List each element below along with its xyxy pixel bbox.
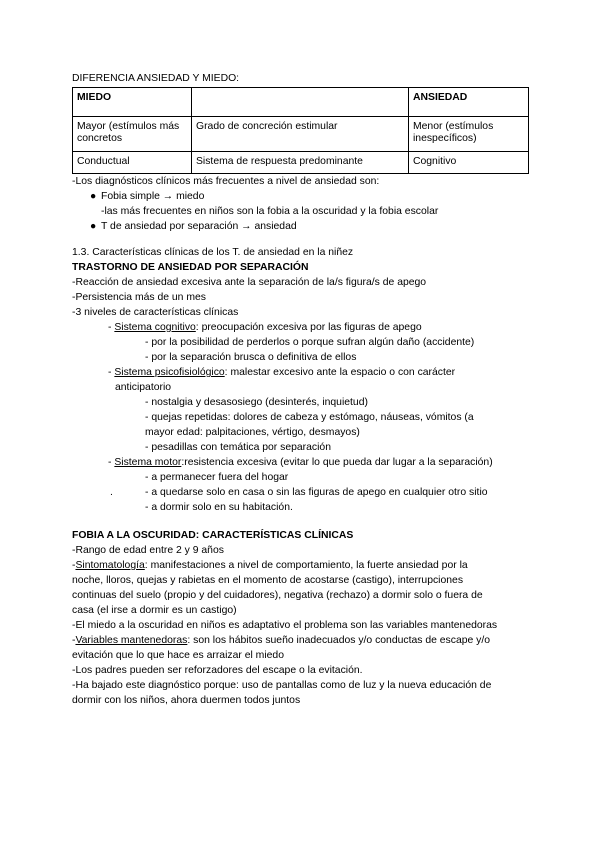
text-line (72, 485, 532, 500)
text-line: evitación que lo que hace es arraizar el miedo (72, 650, 284, 661)
motor-system-label: Sistema motor (114, 457, 182, 468)
text-span: - (72, 635, 76, 646)
text-line: -Los padres pueden ser reforzadores del escape o la evitación. (72, 665, 363, 676)
section-title: 1.3. Características clínicas de los T. de ansiedad en la niñez (72, 247, 354, 258)
list-item (72, 189, 532, 204)
text-span: : preocupación excesiva por las figuras de apego (195, 322, 422, 333)
symptomatology-line (72, 558, 532, 573)
text-line: - a dormir solo en su habitación. (145, 502, 293, 513)
text-line: -3 niveles de características clínicas (72, 307, 239, 318)
bullet-icon: ● (90, 191, 97, 202)
psychophysiological-system-line: - Sistema psicofisiológico: malestar excesivo ante la espacio o con carácter (108, 367, 456, 378)
table-cell: Cognitivo (409, 152, 529, 174)
table-header-cell: ANSIEDAD (409, 88, 529, 117)
psychophysiological-system-label: Sistema psicofisiológico (114, 367, 225, 378)
table-row (73, 117, 529, 152)
diagnoses-intro: -Los diagnósticos clínicos más frecuentes a nivel de ansiedad son: (72, 176, 380, 187)
text-line: casa (el irse a dormir es un castigo) (72, 605, 237, 616)
text-span: : manifestaciones a nivel de comportamiento, la fuerte ansiedad por la (144, 560, 468, 571)
section-heading: TRASTORNO DE ANSIEDAD POR SEPARACIÓN (72, 262, 309, 273)
table-header-cell (192, 88, 409, 117)
text-span: :resistencia excesiva (evitar lo que pueda dar lugar a la separación) (181, 457, 493, 468)
table-row (73, 152, 529, 174)
table-header-row (73, 88, 529, 117)
text-line: - quejas repetidas: dolores de cabeza y estómago, náuseas, vómitos (a (145, 412, 474, 423)
list-item-sub: -las más frecuentes en niños son la fobia a la oscuridad y la fobia escolar (101, 206, 439, 217)
symptomatology-label: Sintomatología (75, 560, 145, 571)
bullet-icon: ● (90, 221, 97, 232)
table-cell: Menor (estímulos inespecíficos) (409, 117, 529, 152)
list-item-text: T de ansiedad por separación → ansiedad (101, 221, 297, 232)
motor-system-line: - Sistema motor:resistencia excesiva (evitar lo que pueda dar lugar a la separación) (108, 457, 493, 468)
table-cell: Mayor (estímulos más concretos (73, 117, 192, 152)
text-span: : malestar excesivo ante la espacio o con carácter (224, 367, 456, 378)
text-line: continuas del suelo (propio y del cuidadores), negativa (rechazo) a dormir solo o fuera de (72, 590, 483, 601)
document-title: DIFERENCIA ANSIEDAD Y MIEDO: (72, 73, 240, 84)
table-header-cell: MIEDO (73, 88, 192, 117)
text-line: -Reacción de ansiedad excesiva ante la separación de la/s figura/s de apego (72, 277, 427, 288)
list-item (72, 219, 532, 234)
text-line: noche, lloros, quejas y rabietas en el momento de acostarse (castigo), interrupciones (72, 575, 464, 586)
text-line: - nostalgia y desasosiego (desinterés, inquietud) (145, 397, 368, 408)
table-cell: Conductual (73, 152, 192, 174)
text-line: anticipatorio (115, 382, 172, 393)
document-page (72, 71, 532, 708)
text-line: -Ha bajado este diagnóstico porque: uso de pantallas como de luz y la nueva educación de (72, 680, 492, 691)
text-line: -Rango de edad entre 2 y 9 años (72, 545, 224, 556)
text-line: mayor edad: palpitaciones, vértigo, desmayos) (145, 427, 360, 438)
table-cell: Sistema de respuesta predominante (192, 152, 409, 174)
maintaining-variables-label: Variables mantenedoras (75, 635, 188, 646)
text-line: dormir con los niños, ahora duermen todos juntos (72, 695, 301, 706)
cognitive-system-line: - Sistema cognitivo: preocupación excesiva por las figuras de apego (108, 322, 422, 333)
text-span: . (110, 487, 113, 498)
list-item-text: Fobia simple → miedo (101, 191, 205, 202)
section-heading: FOBIA A LA OSCURIDAD: CARACTERÍSTICAS CLÍNICAS (72, 530, 354, 541)
cognitive-system-label: Sistema cognitivo (114, 322, 196, 333)
text-span: - a quedarse solo en casa o sin las figuras de apego en cualquier otro sitio (145, 487, 488, 498)
text-line: -Persistencia más de un mes (72, 292, 206, 303)
text-line: - por la posibilidad de perderlos o porque sufran algún daño (accidente) (145, 337, 475, 348)
text-span: : son los hábitos sueño inadecuados y/o conductas de escape y/o (187, 635, 491, 646)
table-cell: Grado de concreción estimular (192, 117, 409, 152)
comparison-table (72, 87, 529, 174)
text-line: - a permanecer fuera del hogar (145, 472, 289, 483)
text-line: - por la separación brusca o definitiva de ellos (145, 352, 357, 363)
text-line: -El miedo a la oscuridad en niños es adaptativo el problema son las variables mantenedoras (72, 620, 498, 631)
text-span: - (72, 560, 76, 571)
text-line: - pesadillas con temática por separación (145, 442, 331, 453)
maintaining-variables-line (72, 633, 532, 648)
